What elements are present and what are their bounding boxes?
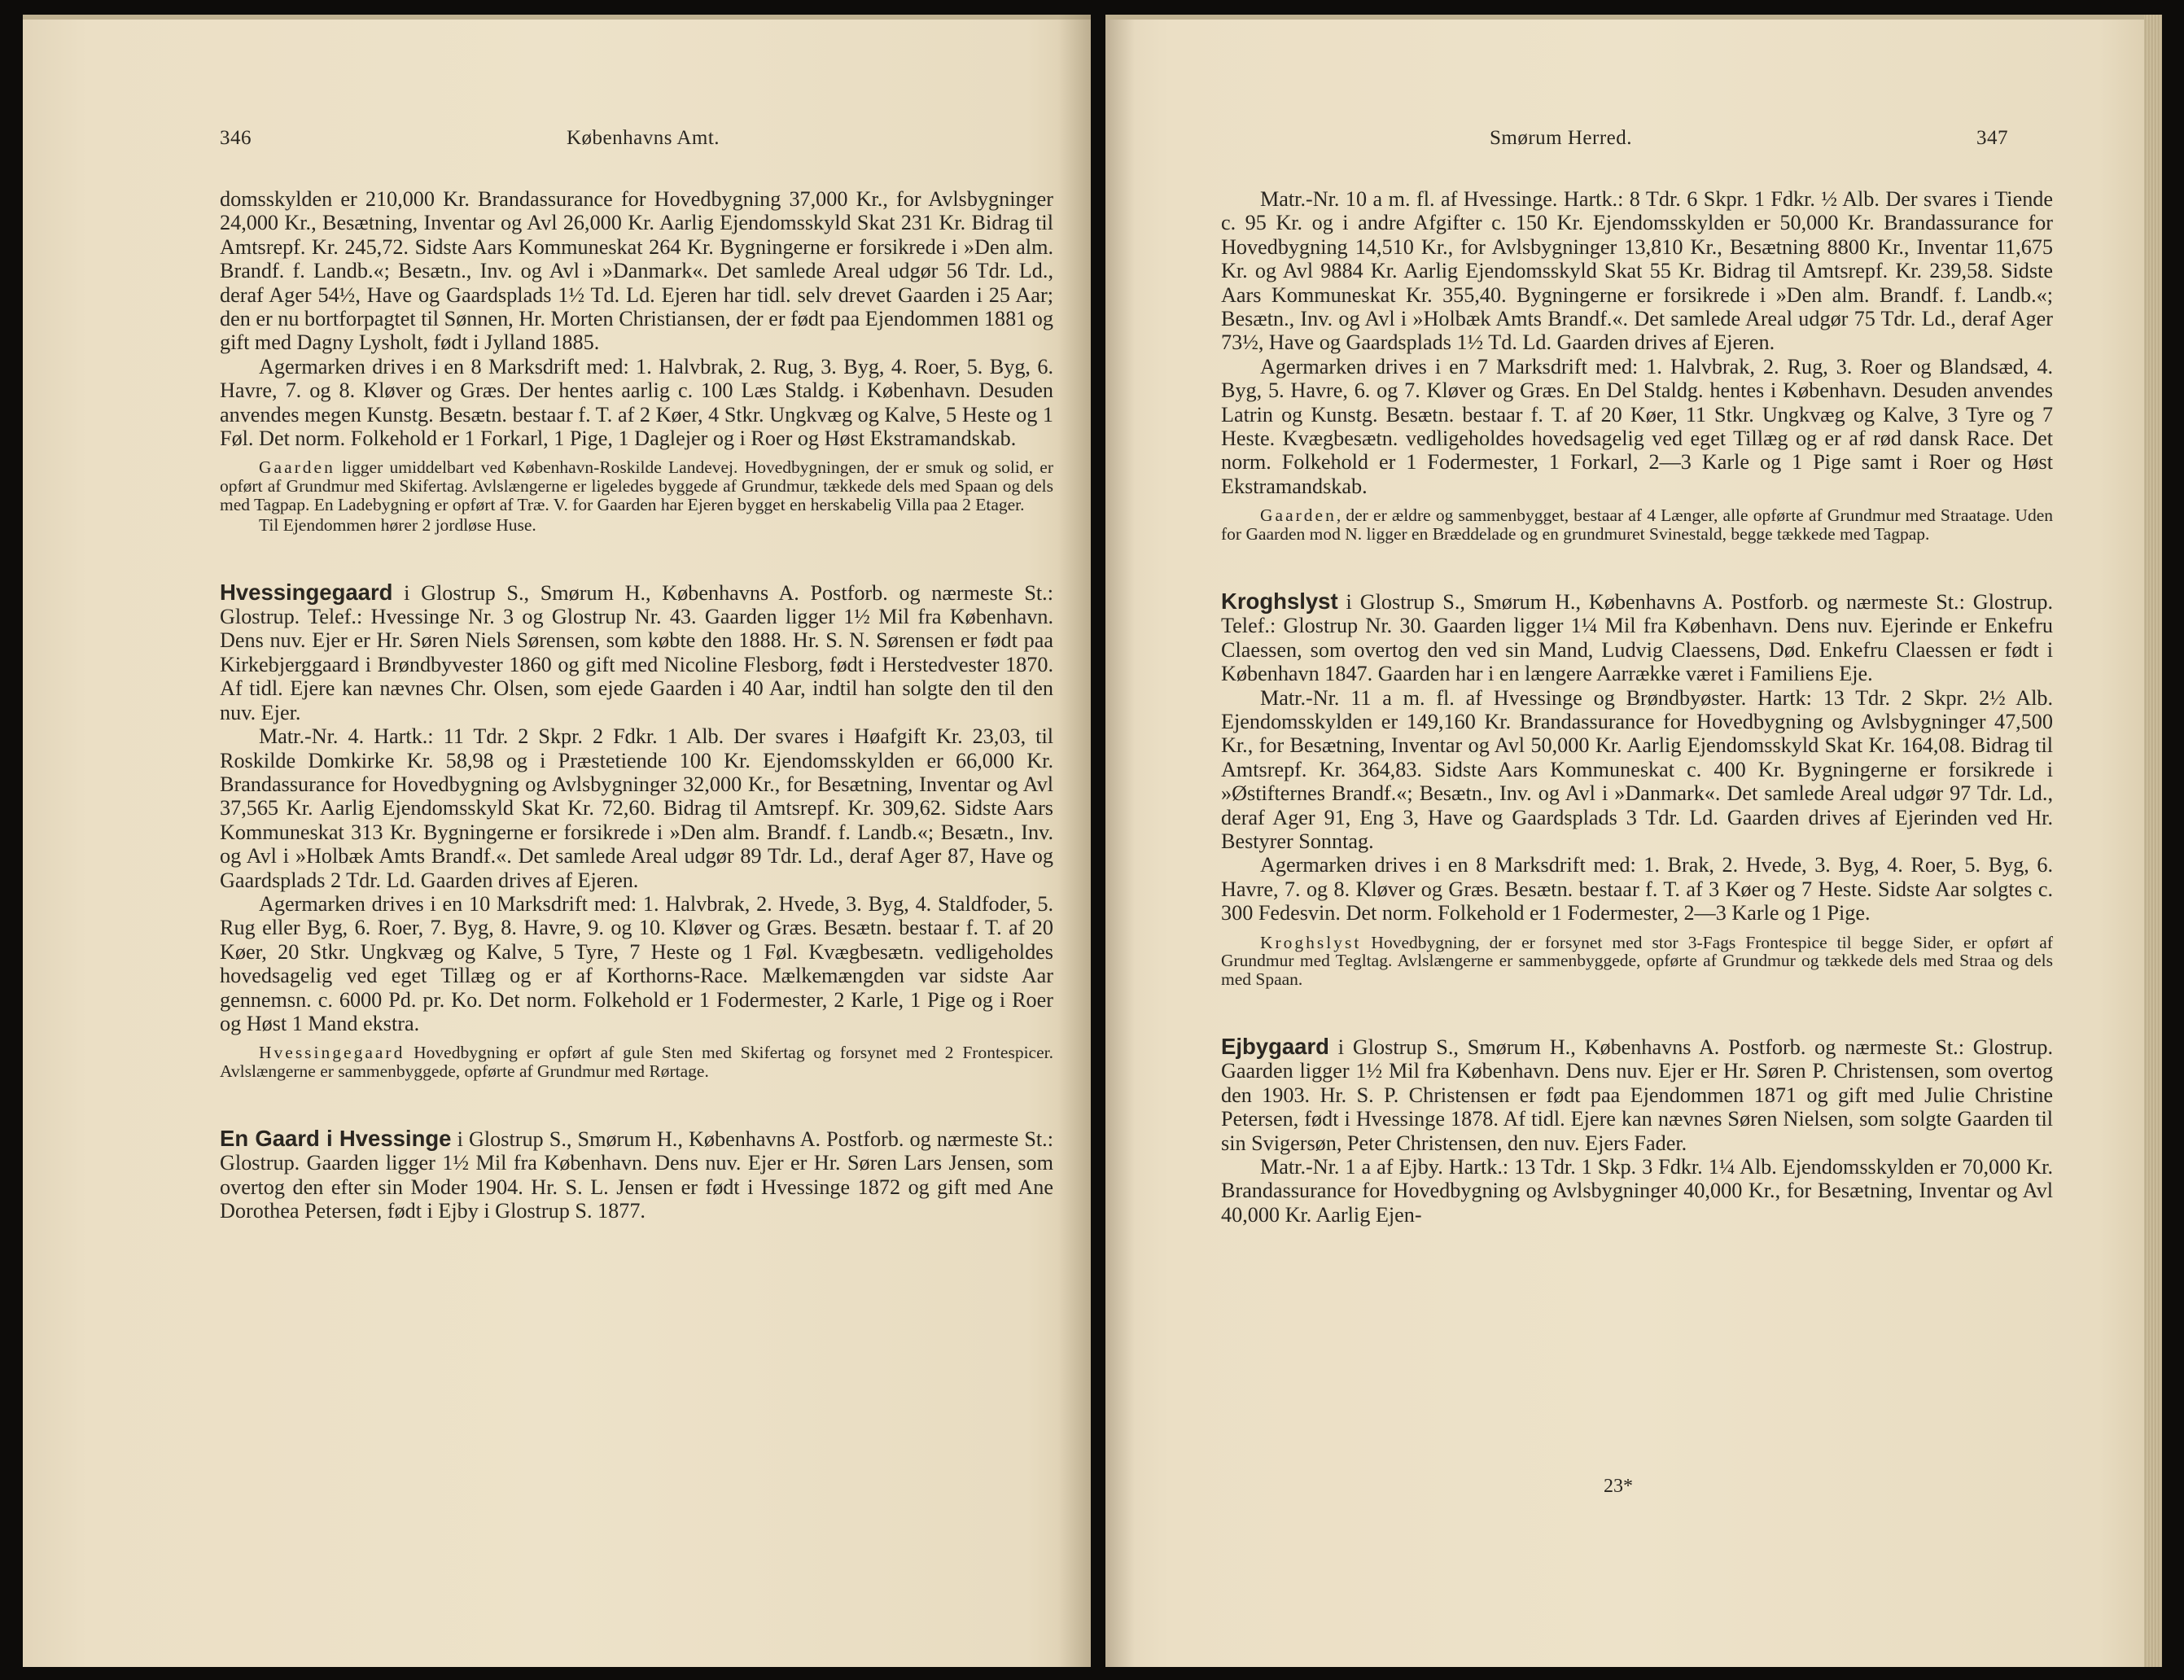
note-text: ligger umiddelbart ved København-Roskilde Landevej. Hovedbygningen, der er smuk og solid, er opført af Grundmur med Skifertag. Avlslængerne er ligeledes byggede af Grundmur, tækkede dels med Spaan og dels med Tagpap. En Ladebygning er opført af Træ. V. for Gaarden har Ejeren bygget en herskabelig Villa paa 2 Etager.	[220, 457, 1053, 515]
entry-paragraph	[220, 1127, 1053, 1223]
note-paragraph	[220, 1043, 1053, 1081]
note-lead: Gaarden	[259, 457, 335, 478]
entry-text: i Glostrup S., Smørum H., Københavns A. Postforb. og nærmeste St.: Glostrup. Gaarden ligger 1½ Mil fra København. Dens nuv. Ejer er Hr. Søren P. Christensen, som overtog den 1903. Hr. S. P. Christensen er født paa Ejendommen 1871 og gift med Julie Christine Petersen, født i Hvessinge 1878. Af tidl. Ejere kan nævnes Søren Nielsen, som solgte Gaarden til sin Svigersøn, Peter Christensen, den nuv. Ejers Fader.	[1221, 1035, 2053, 1155]
entry-heading: Hvessingegaard	[220, 579, 393, 605]
entry-heading: Kroghslyst	[1221, 588, 1338, 614]
note-lead: Kroghslyst	[1260, 932, 1362, 952]
entry-heading: Ejbygaard	[1221, 1033, 1329, 1059]
note-text: , der er ældre og sammenbygget, bestaar af 4 Længer, alle opførte af Grundmur med Straatage. Uden for Gaarden mod N. ligger en Bræddelade og en grundmuret Svinestald, begge tækkede med Tagpap.	[1221, 505, 2053, 545]
body-text	[1221, 187, 2053, 1227]
paragraph: Agermarken drives i en 7 Marksdrift med: 1. Halvbrak, 2. Rug, 3. Roer og Blandsæd, 4. Byg, 5. Havre, 6. og 7. Kløver og Græs. En Del Staldg. hentes i København. Desuden anvendes Latrin og Kunstg. Besætn. bestaar f. T. af 20 Køer, 11 Stkr. Ungkvæg og Kalve, 3 Tyre og 7 Heste. Kvægbesætn. vedligeholdes hovedsagelig ved eget Tillæg og er af rød dansk Race. Det norm. Folkehold er 1 Fodermester, 1 Forkarl, 2—3 Karle og 1 Pige samt i Roer og Høst Ekstramandskab.	[1221, 354, 2053, 498]
paragraph: Agermarken drives i en 8 Marksdrift med: 1. Halvbrak, 2. Rug, 3. Byg, 4. Roer, 5. Byg, 6. Havre, 7. og 8. Kløver og Græs. Der hentes aarlig c. 100 Læs Staldg. i København. Desuden anvendes megen Kunstg. Besætn. bestaar f. T. af 2 Køer, 4 Stkr. Ungkvæg og Kalve, 5 Heste og 1 Føl. Det norm. Folkehold er 1 Forkarl, 1 Pige, 1 Daglejer og i Roer og Høst Ekstramandskab.	[220, 354, 1053, 451]
note-paragraph	[1221, 506, 2053, 544]
paragraph: Matr.-Nr. 11 a m. fl. af Hvessinge og Brøndbyøster. Hartk: 13 Tdr. 2 Skpr. 2½ Alb. Ejendomsskylden er 149,160 Kr. Brandassurance for Hovedbygning og Avlsbygninger 47,500 Kr., for Besætning, Inventar og Avl 50,000 Kr. Aarlig Ejendomsskyld Skat Kr. 164,08. Bidrag til Amtsrepf. Kr. 364,83. Sidste Aars Kommuneskat c. 400 Kr. Bygningerne er forsikrede i »Østifternes Brandf.«; Besætn., Inv. og Avl i »Danmark«. Det samlede Areal udgør 97 Tdr. Ld., deraf Ager 91, Eng 3, Have og Gaardsplads 3 Tdr. Ld. Gaarden drives af Ejerinden ved Hr. Bestyrer Sonntag.	[1221, 685, 2053, 853]
paragraph: domsskylden er 210,000 Kr. Brandassurance for Hovedbygning 37,000 Kr., for Avlsbygninger 24,000 Kr., Besætning, Inventar og Avl 26,000 Kr. Aarlig Ejendomsskyld Skat 231 Kr. Bidrag til Amtsrepf. Kr. 245,72. Sidste Aars Kommuneskat 264 Kr. Bygningerne er forsikrede i »Den alm. Brandf. f. Landb.«; Besætn., Inv. og Avl i »Danmark«. Det samlede Areal udgør 56 Tdr. Ld., deraf Ager 54½, Have og Gaardsplads 1½ Td. Ld. Ejeren har tidl. selv drevet Gaarden i 25 Aar; den er nu bortforpagtet til Sønnen, Hr. Morten Christiansen, der er født paa Ejendommen 1881 og gift med Dagny Lysholt, født i Jylland 1885.	[220, 187, 1053, 355]
paragraph: Agermarken drives i en 10 Marksdrift med: 1. Halvbrak, 2. Hvede, 3. Byg, 4. Staldfoder, 5. Rug eller Byg, 6. Roer, 7. Byg, 8. Havre, 9. og 10. Kløver og Græs. Besætn. bestaar f. T. af 20 Køer, 20 Stkr. Ungkvæg og Kalve, 5 Tyre, 7 Heste og 1 Føl. Kvægbesætn. vedligeholdes hovedsagelig ved eget Tillæg og er af Korthorns-Race. Mælkemængden var sidste Aar gennemsn. c. 6000 Pd. pr. Ko. Det norm. Folkehold er 1 Fodermester, 2 Karle, 1 Pige og i Roer og Høst 1 Mand ekstra.	[220, 891, 1053, 1035]
note-lead: Hvessingegaard	[259, 1043, 405, 1063]
entry-paragraph	[220, 580, 1053, 724]
right-page	[1105, 15, 2162, 1667]
entry-text: i Glostrup S., Smørum H., Københavns A. Postforb. og nærmeste St.: Glostrup. Gaarden ligger 1½ Mil fra København. Dens nuv. Ejer er Hr. Søren Lars Jensen, som overtog den efter sin Moder 1904. Hr. S. L. Jensen er født i Hvessinge 1872 og gift med Ane Dorothea Petersen, født i Ejby i Glostrup S. 1877.	[220, 1127, 1054, 1223]
entry-text: i Glostrup S., Smørum H., Københavns A. Postforb. og nærmeste St.: Glostrup. Telef.: Glostrup Nr. 30. Gaarden ligger 1¼ Mil fra København. Dens nuv. Ejerinde er Enkefru Claessen, som overtog den ved sin Mand, Ludvig Claessens, Død. Enkefru Claessen er født i København 1847. Gaarden har i en længere Aarrække været i Familiens Eje.	[1221, 589, 2053, 686]
left-page	[23, 15, 1091, 1667]
note-text: Hovedbygning er opført af gule Sten med Skifertag og forsynet med 2 Frontespicer. Avlslængerne er sammenbyggede, opførte af Grundmur med Rørtage.	[220, 1043, 1053, 1082]
signature-mark: 23*	[1604, 1476, 1633, 1497]
note-lead: Gaarden	[1260, 505, 1337, 526]
note-paragraph	[1221, 934, 2053, 989]
running-head: Smørum Herred.	[1490, 127, 1633, 149]
paragraph: Agermarken drives i en 8 Marksdrift med: 1. Brak, 2. Hvede, 3. Byg, 4. Roer, 5. Byg, 6. Havre, 7. og 8. Kløver og Græs. Besætn. bestaar f. T. af 3 Køer og 7 Heste. Sidste Aar solgtes c. 300 Fedesvin. Det norm. Folkehold er 1 Fodermester, 2—3 Karle og 1 Pige.	[1221, 853, 2053, 925]
note-paragraph: Til Ejendommen hører 2 jordløse Huse.	[259, 514, 536, 535]
note-paragraph	[220, 458, 1053, 514]
running-head: Københavns Amt.	[567, 127, 720, 149]
entry-heading: En Gaard i Hvessinge	[220, 1125, 452, 1151]
page-edge	[1105, 15, 2162, 20]
paragraph: Matr.-Nr. 10 a m. fl. af Hvessinge. Hartk.: 8 Tdr. 6 Skpr. 1 Fdkr. ½ Alb. Der svares i Tiende c. 95 Kr. og i andre Afgifter c. 150 Kr. Ejendomsskylden er 50,000 Kr. Brandassurance for Hovedbygning 14,510 Kr., for Avlsbygninger 13,810 Kr., Besætning 8800 Kr., Inventar 11,675 Kr. og Avl 9884 Kr. Aarlig Ejendomsskyld Skat 55 Kr. Bidrag til Amtsrepf. Kr. 239,58. Sidste Aars Kommuneskat Kr. 355,40. Bygningerne er forsikrede i »Den alm. Brandf. f. Landb.«; Besætn., Inv. og Avl i »Holbæk Amts Brandf.«. Det samlede Areal udgør 75 Tdr. Ld., deraf Ager 73½, Have og Gaardsplads 1½ Td. Ld. Gaarden drives af Ejeren.	[1221, 187, 2053, 355]
entry-paragraph	[1221, 1035, 2053, 1155]
page-number: 347	[1976, 127, 2008, 149]
body-text	[220, 187, 1053, 1223]
paragraph: Matr.-Nr. 1 a af Ejby. Hartk.: 13 Tdr. 1 Skp. 3 Fdkr. 1¼ Alb. Ejendomsskylden er 70,000 Kr. Brandassurance for Hovedbygning og Avlsbygninger 40,000 Kr., for Besætning, Inventar og Avl 40,000 Kr. Aarlig Ejen-	[1221, 1154, 2053, 1227]
note-text: Hovedbygning, der er forsynet med stor 3-Fags Frontespice til begge Sider, er opført af Grundmur med Tegltag. Avlslængerne er sammenbyggede, opførte af Grundmur og tækkede dels med Straa og dels med Spaan.	[1221, 932, 2053, 990]
page-number: 346	[220, 127, 252, 149]
page-edge	[23, 15, 1091, 20]
paragraph: Matr.-Nr. 4. Hartk.: 11 Tdr. 2 Skpr. 2 Fdkr. 1 Alb. Der svares i Høafgift Kr. 23,03, til Roskilde Domkirke Kr. 58,98 og i Præstetiende 100 Kr. Ejendomsskylden er 66,000 Kr. Brandassurance for Hovedbygning og Avlsbygninger 32,000 Kr., for Besætning, Inventar og Avl 37,565 Kr. Aarlig Ejendomsskyld Skat Kr. 72,60. Bidrag til Amtsrepf. Kr. 309,62. Sidste Aars Kommuneskat 313 Kr. Bygningerne er forsikrede i »Den alm. Brandf. f. Landb.«; Besætn., Inv. og Avl i »Holbæk Amts Brandf.«. Det samlede Areal udgør 89 Tdr. Ld., deraf Ager 87, Have og Gaardsplads 2 Tdr. Ld. Gaarden drives af Ejeren.	[220, 724, 1053, 892]
entry-paragraph	[1221, 589, 2053, 686]
entry-text: i Glostrup S., Smørum H., Københavns A. Postforb. og nærmeste St.: Glostrup. Telef.: Hvessinge Nr. 3 og Glostrup Nr. 43. Gaarden ligger 1½ Mil fra København. Dens nuv. Ejer er Hr. Søren Niels Sørensen, som købte den 1888. Hr. S. N. Sørensen er født paa Kirkebjerggaard i Brøndbyvester 1860 og gift med Nicoline Flesborg, født i Herstedvester 1870. Af tidl. Ejere kan nævnes Chr. Olsen, som ejede Gaarden i 40 Aar, indtil han solgte den til den nuv. Ejer.	[220, 580, 1053, 724]
